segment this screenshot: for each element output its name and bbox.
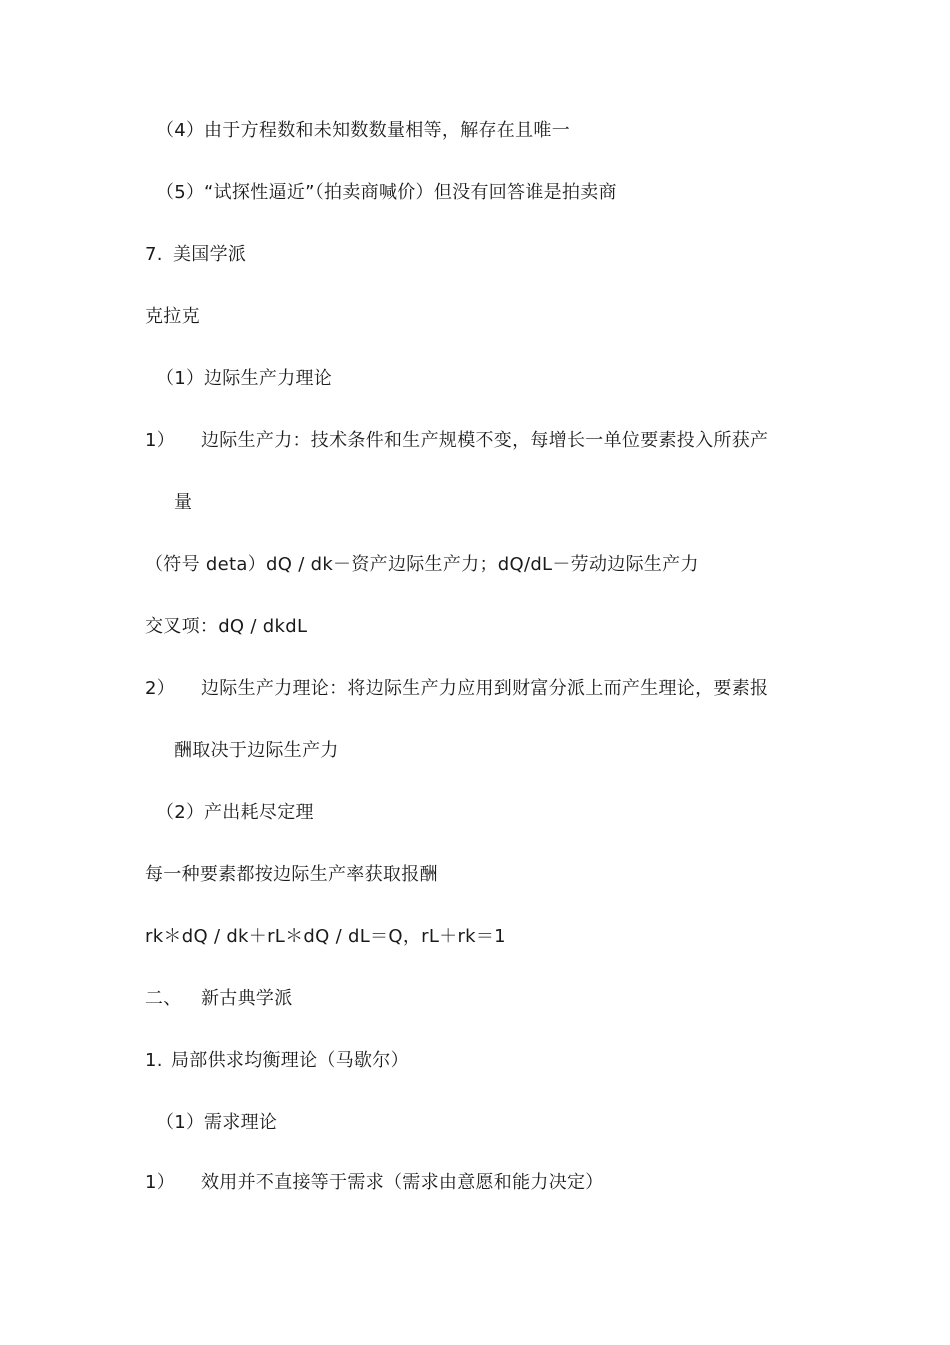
item-text: 美国学派 bbox=[173, 244, 247, 265]
list-item-2 bbox=[156, 800, 314, 826]
paragraph-cross-term bbox=[145, 614, 307, 640]
item-number: 7. bbox=[145, 244, 163, 265]
item-text: 效用并不直接等于需求（需求由意愿和能力决定） bbox=[201, 1172, 604, 1193]
paragraph-factor-reward bbox=[145, 862, 438, 888]
sub-item-2 bbox=[145, 676, 768, 702]
item-text: 量 bbox=[174, 492, 193, 513]
item-number: （4） bbox=[156, 120, 205, 141]
section-heading-1 bbox=[145, 1048, 409, 1074]
item-text: 交叉项：dQ / dkdL bbox=[145, 616, 308, 637]
paragraph-notation bbox=[145, 552, 699, 578]
paragraph-clark bbox=[145, 304, 200, 330]
item-text: 新古典学派 bbox=[201, 988, 293, 1009]
item-number: 2） bbox=[145, 678, 176, 699]
item-number: （5） bbox=[156, 182, 205, 203]
item-number: 1） bbox=[145, 1172, 176, 1193]
item-text: 边际生产力理论：将边际生产力应用到财富分派上而产生理论，要素报 bbox=[201, 678, 769, 699]
item-text: 边际生产力：技术条件和生产规模不变，每增长一单位要素投入所获产 bbox=[201, 430, 769, 451]
item-text: （符号 deta）dQ / dk－资产边际生产力；dQ/dL－劳动边际生产力 bbox=[145, 554, 699, 575]
item-text: 产出耗尽定理 bbox=[204, 802, 314, 823]
item-number: 1） bbox=[145, 430, 176, 451]
sub-item-1 bbox=[145, 428, 768, 454]
item-text: 由于方程数和未知数数量相等，解存在且唯一 bbox=[204, 120, 570, 141]
item-text: “试探性逼近”（拍卖商喊价）但没有回答谁是拍卖商 bbox=[204, 182, 617, 203]
item-text: 需求理论 bbox=[204, 1112, 278, 1133]
section-heading-neoclassical bbox=[145, 986, 293, 1012]
formula-line bbox=[145, 924, 506, 950]
item-number: （1） bbox=[156, 1112, 205, 1133]
item-text: 局部供求均衡理论（马歇尔） bbox=[171, 1050, 409, 1071]
list-item-1b bbox=[156, 1110, 277, 1136]
section-heading-7 bbox=[145, 242, 246, 268]
item-number: 二、 bbox=[145, 988, 182, 1009]
continuation-line bbox=[174, 738, 339, 764]
item-number: 1. bbox=[145, 1050, 163, 1071]
item-number: （2） bbox=[156, 802, 205, 823]
item-text: rk＊dQ / dk＋rL＊dQ / dL＝Q，rL＋rk＝1 bbox=[145, 926, 506, 947]
list-item-5 bbox=[156, 180, 617, 206]
item-text: 边际生产力理论 bbox=[204, 368, 333, 389]
list-item-1 bbox=[156, 366, 332, 392]
sub-item-1b bbox=[145, 1170, 604, 1196]
item-number: （1） bbox=[156, 368, 205, 389]
item-text: 每一种要素都按边际生产率获取报酬 bbox=[145, 864, 438, 885]
item-text: 克拉克 bbox=[145, 306, 200, 327]
list-item-4 bbox=[156, 118, 570, 144]
continuation-line bbox=[174, 490, 192, 516]
item-text: 酬取决于边际生产力 bbox=[174, 740, 339, 761]
